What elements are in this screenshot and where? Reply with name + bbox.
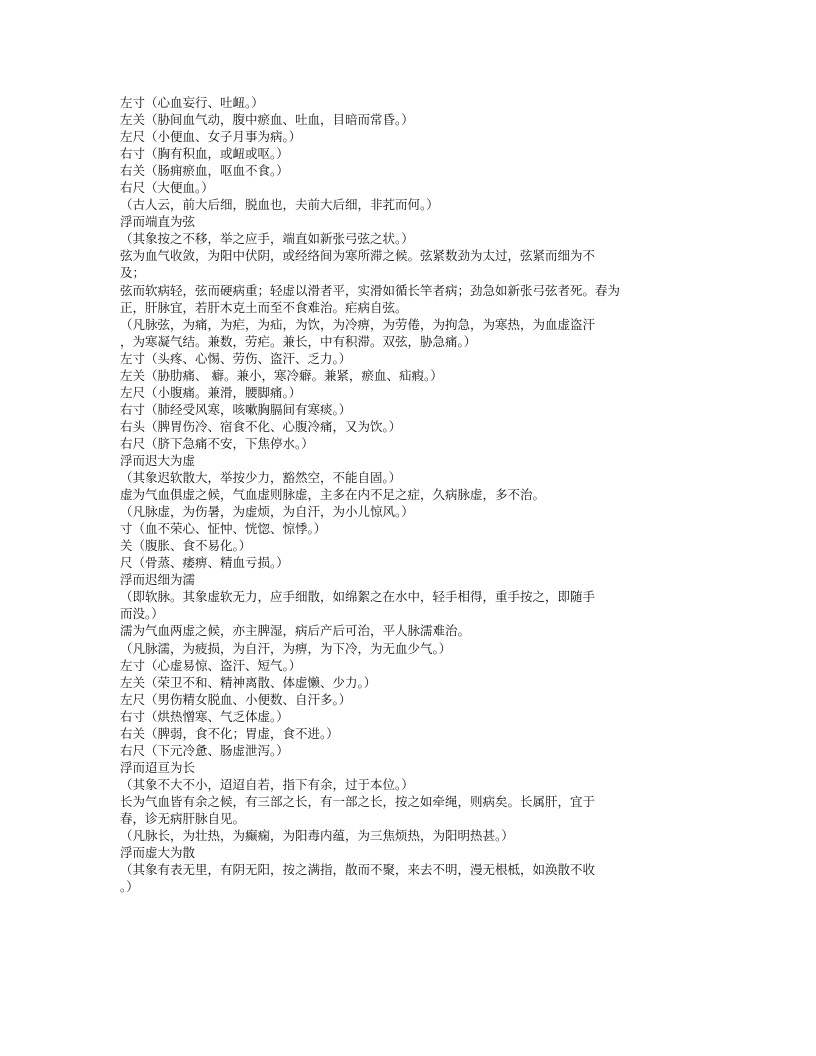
text-line: （凡脉濡，为疲损，为自汗，为痹，为下冷，为无血少气。） <box>120 640 452 656</box>
text-line: 左寸（心虚易惊、盗汗、短气。） <box>120 657 302 673</box>
text-line: 及； <box>120 265 146 281</box>
text-line: （其象迟软散大，举按少力，豁然空，不能自固。） <box>120 470 402 486</box>
text-line: 右尺（脐下急痛不安，下焦停水。） <box>120 435 314 451</box>
text-line: 长为气血皆有余之候，有三部之长，有一部之长，按之如牵绳，则病矣。长属肝，宜于 <box>120 793 596 809</box>
text-line: 右寸（肺经受风寒，咳嗽胸膈间有寒痰。） <box>120 401 352 417</box>
text-line: （其象按之不移，举之应手，端直如新张弓弦之状。） <box>120 231 414 247</box>
text-line: 右关（脾弱，食不化；胃虚，食不进。） <box>120 725 339 741</box>
section-heading: 浮而端直为弦 <box>120 214 196 230</box>
text-line: 左尺（小便血、女子月事为病。） <box>120 129 302 145</box>
section-heading: 浮而迟细为濡 <box>120 572 196 588</box>
text-line: 左尺（男伤精女脱血、小便数、自汗多。） <box>120 691 352 707</box>
text-line: 春，诊无病肝脉自见。 <box>120 810 246 826</box>
text-line: 左关（胁间血气动，腹中瘀血、吐血，目暗而常昏。） <box>120 112 414 128</box>
text-line: 左关（胁肋痛、 癖。兼小，寒冷癖。兼紧，瘀血、疝瘕。） <box>120 367 443 383</box>
text-line: 左寸（头疼、心惕、劳伤、盗汗、乏力。） <box>120 350 352 366</box>
text-line: 正，肝脉宜，若肝木克土而至不食难治。疟病自弦。 <box>120 299 408 315</box>
text-line: （凡脉虚，为伤暑，为虚烦，为自汗，为小儿惊风。） <box>120 504 414 520</box>
text-line: 右尺（下元冷惫、肠虚泄泻。） <box>120 742 289 758</box>
text-line: （其象不大不小，迢迢自若，指下有余，过于本位。） <box>120 776 414 792</box>
text-line: 弦而软病轻，弦而硬病重；轻虚以滑者平，实滑如循长竿者病；劲急如新张弓弦者死。春为 <box>120 282 621 298</box>
text-line: 。） <box>120 879 139 895</box>
text-line: 虚为气血俱虚之候，气血虚则脉虚，主多在内不足之症，久病脉虚，多不治。 <box>120 487 546 503</box>
text-line: 左寸（心血妄行、吐衄。） <box>120 95 264 110</box>
section-heading: 浮而迢亘为长 <box>120 759 196 775</box>
text-line: 右寸（胸有积血，或衄或呕。） <box>120 146 289 162</box>
text-line: 左关（荣卫不和、精神离散、体虚懒、少力。） <box>120 674 377 690</box>
document-page <box>120 94 660 895</box>
section-heading: 浮而虚大为散 <box>120 845 196 861</box>
section-heading: 浮而迟大为虚 <box>120 452 196 468</box>
text-line: 而没。） <box>120 606 164 622</box>
text-line: 濡为气血两虚之候，亦主脾湿，病后产后可治，平人脉濡难治。 <box>120 623 471 639</box>
text-line: （即软脉。其象虚软无力，应手细散，如绵絮之在水中，轻手相得，重手按之，即随手 <box>120 589 596 605</box>
text-line: 寸（血不荣心、怔忡、恍惚、惊悸。） <box>120 521 327 537</box>
text-line: 右尺（大便血。） <box>120 180 214 196</box>
text-line: （古人云，前大后细，脱血也，夫前大后细，非芤而何。） <box>120 197 439 213</box>
text-line: （凡脉长，为壮热，为癫痫，为阳毒内蕴，为三焦烦热，为阳明热甚。） <box>120 828 514 844</box>
text-line: 右头（脾胃伤冷、宿食不化、心腹冷痛，又为饮。） <box>120 418 402 434</box>
text-line: 右关（肠痈瘀血，呕血不食。） <box>120 163 289 179</box>
text-line: 尺（骨蒸、痿痹、精血亏损。） <box>120 555 289 571</box>
text-line: （凡脉弦，为痛，为疟，为疝，为饮，为冷痹，为劳倦，为拘急，为寒热，为血虚盗汗 <box>120 316 596 332</box>
text-line: （其象有表无里，有阴无阳，按之满指，散而不聚，来去不明，漫无根柢，如涣散不收 <box>120 862 596 878</box>
text-line: 关（腹胀、食不易化。） <box>120 538 252 554</box>
text-line: 左尺（小腹痛。兼滑，腰脚痛。） <box>120 384 302 400</box>
text-line: 右寸（烘热憎寒、气乏体虚。） <box>120 708 289 724</box>
text-line: ，为寒凝气结。兼数，劳疟。兼长，中有积滞。双弦，胁急痛。） <box>120 333 477 349</box>
text-line: 弦为血气收敛，为阳中伏阴，或经络间为寒所滞之候。弦紧数劲为太过，弦紧而细为不 <box>120 248 596 264</box>
